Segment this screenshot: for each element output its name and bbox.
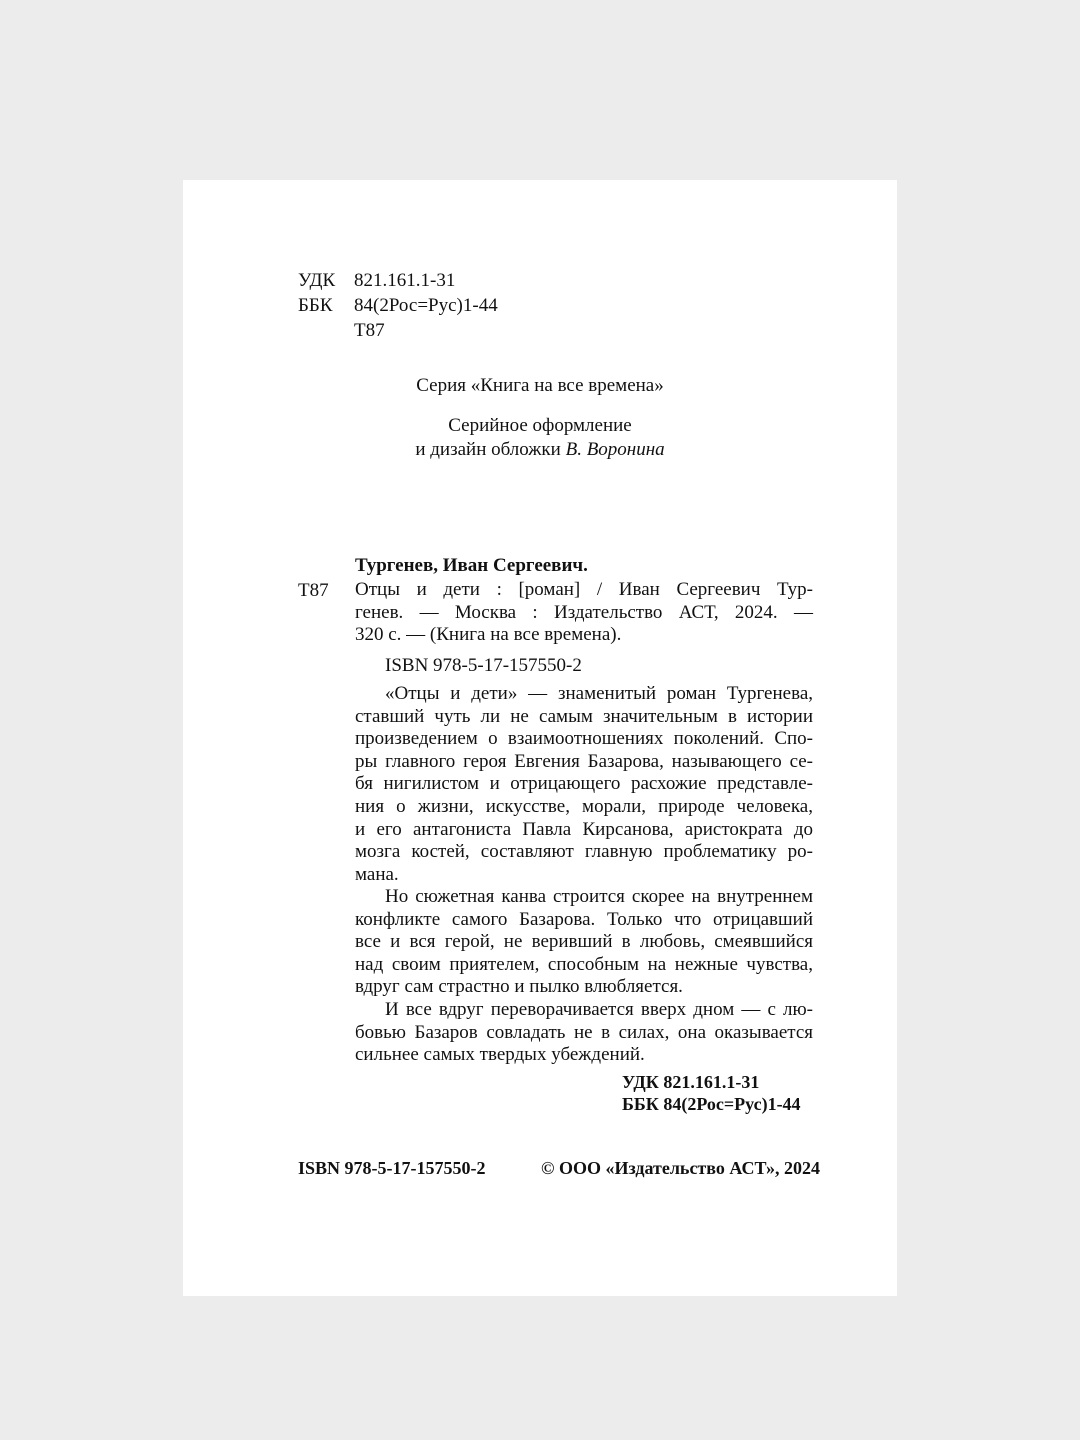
annotation-line: ния о жизни, искусстве, морали, природе человека, [355,795,813,817]
bottom-bbk: ББК 84(2Рос=Рус)1-44 [622,1094,801,1114]
design-credit-line2 [183,439,897,461]
annotation-line: все и вся герой, не веривший в любовь, смеявшийся [355,931,813,953]
bottom-udk: УДК 821.161.1-31 [622,1072,760,1092]
annotation-paragraph-2 [355,886,813,999]
annotation-line: «Отцы и дети» — знаменитый роман Тургенева, [385,683,813,704]
designer-name: В. Воронина [565,439,665,460]
imprint-page [183,180,897,1296]
annotation-line: мана. [355,863,399,885]
udk-row [298,270,455,292]
bbk-value: 84(2Рос=Рус)1-44 [354,295,498,316]
annotation-line: И все вдруг переворачивается вверх дном — с лю- [385,999,813,1020]
annotation-line: Но сюжетная канва строится скорее на внутреннем [385,886,813,907]
series-line: Серия «Книга на все времена» [416,375,664,396]
annotation-line: ры главного героя Евгения Базарова, называющего се- [355,750,813,772]
annotation-line: сильнее самых твердых убеждений. [355,1044,645,1066]
design-credit-line1: Серийное оформление [448,415,632,436]
title-line: Отцы и дети : [роман] / Иван Сергеевич Тур- [355,579,813,600]
footer-copyright: © ООО «Издательство АСТ», 2024 [541,1158,821,1178]
annotation-line: произведением о взаимоотношениях поколений. Спо- [355,728,813,750]
title-line: генев. — Москва : Издательство АСТ, 2024. — [355,601,813,623]
bbk-row [298,295,498,317]
isbn-record: ISBN 978-5-17-157550-2 [385,655,582,676]
udk-value: 821.161.1-31 [354,270,456,291]
annotation-line: бя нигилистом и отрицающего расхожие представле- [355,773,813,795]
author-sign-record: Т87 [298,580,329,601]
annotation-paragraph-3 [355,999,813,1067]
annotation-line: мозга костей, составляют главную проблематику ро- [355,841,813,863]
annotation-line: и его антагониста Павла Кирсанова, аристократа до [355,818,813,840]
annotation-line: ставший чуть ли не самым значительным в истории [355,705,813,727]
annotation-line: вдруг сам страстно и пылко влюбляется. [355,976,683,998]
udk-label: УДК [298,270,336,291]
author-heading: Тургенев, Иван Сергеевич. [355,555,588,576]
annotation-paragraph-1 [355,683,813,886]
footer-isbn: ISBN 978-5-17-157550-2 [298,1158,486,1178]
design-credit-prefix: и дизайн обложки [415,439,561,460]
annotation-line: над своим приятелем, способным на нежные чувства, [355,953,813,975]
bbk-label: ББК [298,295,333,316]
author-sign-top: Т87 [354,320,385,341]
title-line: 320 с. — (Книга на все времена). [355,624,622,646]
annotation-line: конфликте самого Базарова. Только что отрицавший [355,908,813,930]
title-statement [355,579,813,647]
annotation-line: бовью Базаров совладать не в силах, она оказывается [355,1021,813,1043]
